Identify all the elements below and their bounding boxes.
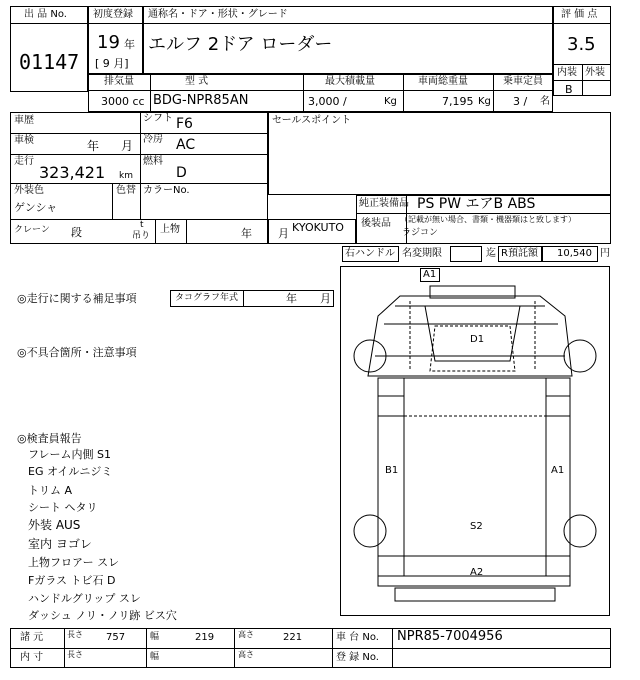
body-divider [186, 219, 187, 244]
score-value: 3.5 [567, 34, 596, 55]
year-unit: 年 [124, 38, 135, 51]
crane-stage: 段 [71, 226, 82, 239]
details-row-divider [10, 183, 268, 184]
tacho-month-unit: 月 [320, 292, 331, 305]
accessories-label: 後装品 [361, 218, 391, 229]
damage-label: D1 [470, 334, 485, 345]
height-label: 高さ [238, 630, 254, 639]
reg-label-divider [88, 23, 143, 24]
exterior-color: ゲンシャ [14, 201, 58, 214]
ac-label: 冷房 [143, 134, 163, 145]
score-label-divider [553, 23, 611, 24]
width-value: 219 [195, 632, 215, 643]
lot-number: 01147 [19, 50, 80, 74]
inspector-line: 外装 AUS [28, 518, 81, 532]
lot-label: 出 品 No. [24, 9, 67, 20]
name-change-box [450, 246, 482, 262]
displacement-label: 排気量 [104, 76, 134, 87]
exterior-grade-label: 外装 [585, 67, 605, 78]
details-row-divider [10, 219, 268, 220]
inner-dims-label: 内 寸 [20, 652, 44, 663]
inspector-line: Fガラス トビ石 D [28, 574, 116, 587]
interior-grade: B [565, 83, 573, 96]
damage-label: A1 [423, 269, 437, 280]
color-code-label: カラーNo. [143, 185, 190, 196]
truck-outline [340, 266, 610, 616]
name-change-unit: 迄 [486, 248, 496, 259]
defects-label: ◎不具合箇所・注意事項 [17, 346, 137, 359]
gross-weight-unit: Kg [478, 96, 491, 107]
r-recycle-unit: 円 [600, 248, 610, 259]
model-value: BDG-NPR85AN [153, 93, 249, 108]
sales-point-label: セールスポイント [272, 115, 352, 126]
registration-label: 初度登録 [93, 9, 133, 20]
footer-col-divider [146, 628, 147, 668]
capacity-label: 乗車定員 [503, 76, 543, 87]
interior-grade-label: 内装 [557, 67, 577, 78]
details-col-divider [140, 112, 141, 183]
details-col-divider [112, 183, 113, 219]
name-change-label: 名変期限 [402, 248, 442, 259]
max-load-value: 3,000 / [308, 95, 347, 108]
rhd-label: 右ハンドル [345, 248, 395, 259]
tacho-label: タコグラフ年式 [175, 293, 239, 303]
ac-value: AC [176, 137, 196, 153]
displacement-value: 3000 cc [101, 95, 145, 108]
inspection-month-unit: 月 [121, 139, 134, 153]
details-col-divider [140, 183, 141, 219]
footer-col-divider [392, 628, 393, 668]
inspector-line: フレーム内側 S1 [28, 448, 112, 461]
inspector-line: ハンドルグリップ スレ [28, 592, 141, 605]
spec-col-divider [303, 74, 304, 112]
damage-label: A2 [470, 567, 484, 578]
damage-label: S2 [470, 521, 483, 532]
chassis-number: NPR85-7004956 [397, 629, 503, 644]
damage-label: B1 [385, 465, 399, 476]
crane-label: クレーン [14, 225, 50, 235]
max-load-label: 最大積載量 [325, 76, 375, 87]
length-label: 長さ [67, 630, 83, 639]
inspector-line: トリム A [28, 484, 73, 497]
chassis-label: 車 台 No. [336, 632, 379, 643]
footer-row-divider [10, 648, 611, 649]
body-maker: KYOKUTO [292, 221, 344, 234]
tacho-divider [243, 290, 244, 307]
body-month-unit: 月 [278, 227, 289, 240]
inspector-line: EG オイルニジミ [28, 465, 113, 478]
lot-label-divider [10, 23, 88, 24]
history-label: 車歴 [14, 115, 34, 126]
fuel-value: D [176, 165, 187, 181]
spec-col-divider [493, 74, 494, 112]
mileage-unit: km [119, 171, 133, 181]
accessories-value: ラジコン [402, 228, 439, 238]
details-row-divider [10, 154, 268, 155]
capacity-value: 3 / [513, 95, 528, 108]
standard-equipment-label: 純正装備品 [359, 198, 409, 209]
vehicle-name-label: 通称名・ドア・形状・グレード [148, 9, 288, 20]
mileage-label: 走行 [14, 156, 34, 167]
registration-year: 19 [97, 32, 120, 53]
crane-divider [155, 219, 156, 244]
crane-lift: 吊り [132, 231, 151, 241]
max-load-unit: Kg [384, 96, 397, 107]
footer-col-divider [64, 628, 65, 668]
inner-width-label: 幅 [150, 652, 160, 662]
equip-divider [356, 213, 611, 214]
inspection-label: 車検 [14, 135, 34, 146]
spec-col-divider [403, 74, 404, 112]
gross-weight-value: 7,195 [442, 95, 474, 108]
r-recycle-label: R預託額 [501, 248, 538, 259]
length-value: 757 [106, 632, 126, 643]
inspector-line: ダッシュ ノリ・ノリ跡 ビス穴 [28, 609, 177, 622]
shift-value: F6 [176, 116, 193, 132]
footer-col-divider [234, 628, 235, 668]
mileage-value: 323,421 [39, 163, 106, 182]
damage-label: A1 [551, 465, 565, 476]
name-label-divider [143, 23, 553, 24]
inner-height-label: 高さ [238, 650, 254, 659]
footer-col-divider [332, 628, 333, 668]
inspector-line: 室内 ヨゴレ [28, 537, 92, 551]
gross-weight-label: 車両総重量 [418, 76, 468, 87]
body-year-unit: 年 [241, 227, 252, 240]
r-recycle-value: 10,540 [557, 248, 592, 259]
inspector-report-label: ◎検査員報告 [17, 432, 82, 445]
height-value: 221 [283, 632, 303, 643]
specs-label: 諸 元 [20, 632, 44, 643]
standard-equipment: PS PW エアB ABS [417, 196, 536, 212]
width-label: 幅 [150, 632, 160, 642]
color-no-label: 色替 [116, 185, 136, 196]
capacity-unit: 名 [540, 96, 550, 107]
spec-col-divider [150, 74, 151, 112]
inspector-line: シート ヘタリ [28, 501, 98, 514]
score-grade-hdivider [553, 80, 611, 81]
vehicle-name: エルフ 2ドア ローダー [148, 34, 333, 55]
model-label: 型 式 [185, 76, 209, 87]
score-label: 評 価 点 [561, 9, 598, 20]
registration-no-label: 登 録 No. [336, 652, 379, 663]
exterior-color-label: 外装色 [14, 185, 44, 196]
inspection-year-unit: 年 [87, 139, 100, 153]
inner-length-label: 長さ [67, 650, 83, 659]
spec-row-divider [88, 90, 553, 91]
crane-ton: t [140, 220, 144, 230]
registration-month: [ 9 月] [95, 57, 129, 70]
tacho-year-unit: 年 [286, 292, 297, 305]
shift-label: シフト [143, 113, 173, 124]
fuel-label: 燃料 [143, 156, 163, 167]
details-row-divider [10, 133, 268, 134]
inspector-line: 上物フロアー スレ [28, 556, 120, 569]
body-label: 上物 [160, 224, 180, 235]
accessories-note: （記載が無い場合、書類・機器類はと致します） [400, 215, 576, 224]
running-notes-label: ◎走行に関する補足事項 [17, 292, 137, 305]
